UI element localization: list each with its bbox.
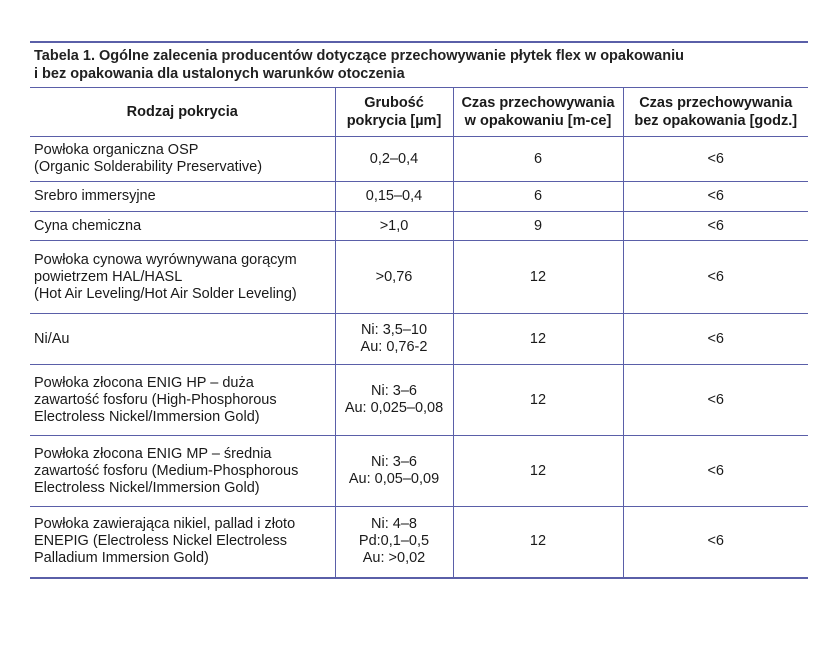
cell-unpacked: <6 [623,436,808,507]
cell-coating-type: Ni/Au [30,314,335,365]
header-thickness: Grubość pokrycia [µm] [335,88,453,137]
cell-thickness: Ni: 3,5–10 Au: 0,76-2 [335,314,453,365]
cell-unpacked: <6 [623,507,808,578]
cell-thickness: Ni: 3–6 Au: 0,025–0,08 [335,365,453,436]
cell-thickness: >1,0 [335,212,453,241]
cell-coating-type: Powłoka cynowa wyrównywana gorącym powietrzem HAL/HASL (Hot Air Leveling/Hot Air Solder Leveling) [30,241,335,314]
cell-coating-type: Powłoka organiczna OSP (Organic Solderability Preservative) [30,137,335,182]
header-row [30,88,808,137]
cell-coating-type: Powłoka złocona ENIG MP – średnia zawartość fosforu (Medium-Phosphorous Electroless Nickel/Immersion Gold) [30,436,335,507]
table-row [30,507,808,578]
cell-packed: 6 [453,137,623,182]
cell-coating-type: Powłoka zawierająca nikiel, pallad i złoto ENEPIG (Electroless Nickel Electroless Palladium Immersion Gold) [30,507,335,578]
table-container [30,41,808,579]
cell-unpacked: <6 [623,182,808,212]
cell-unpacked: <6 [623,212,808,241]
header-storage-unpacked: Czas przechowywania bez opakowania [godz.] [623,88,808,137]
cell-coating-type: Srebro immersyjne [30,182,335,212]
table-row [30,241,808,314]
cell-packed: 6 [453,182,623,212]
cell-packed: 12 [453,507,623,578]
header-coating-type: Rodzaj pokrycia [30,88,335,137]
cell-thickness: 0,2–0,4 [335,137,453,182]
cell-packed: 12 [453,436,623,507]
cell-unpacked: <6 [623,365,808,436]
cell-unpacked: <6 [623,137,808,182]
table-caption: Tabela 1. Ogólne zalecenia producentów dotyczące przechowywanie płytek flex w opakowaniu i bez opakowania dla ustalonych warunków otoczenia [34,48,684,82]
cell-coating-type: Powłoka złocona ENIG HP – duża zawartość fosforu (High-Phosphorous Electroless Nickel/Immersion Gold) [30,365,335,436]
cell-thickness: >0,76 [335,241,453,314]
table-row [30,436,808,507]
cell-packed: 9 [453,212,623,241]
storage-table [30,87,808,579]
cell-coating-type: Cyna chemiczna [30,212,335,241]
cell-thickness: Ni: 4–8 Pd:0,1–0,5 Au: >0,02 [335,507,453,578]
header-storage-packed: Czas przechowywania w opakowaniu [m-ce] [453,88,623,137]
table-row [30,182,808,212]
cell-unpacked: <6 [623,241,808,314]
table-row [30,365,808,436]
cell-thickness: 0,15–0,4 [335,182,453,212]
cell-packed: 12 [453,365,623,436]
cell-packed: 12 [453,314,623,365]
cell-unpacked: <6 [623,314,808,365]
table-row [30,314,808,365]
cell-packed: 12 [453,241,623,314]
cell-thickness: Ni: 3–6 Au: 0,05–0,09 [335,436,453,507]
table-row [30,212,808,241]
table-row [30,137,808,182]
